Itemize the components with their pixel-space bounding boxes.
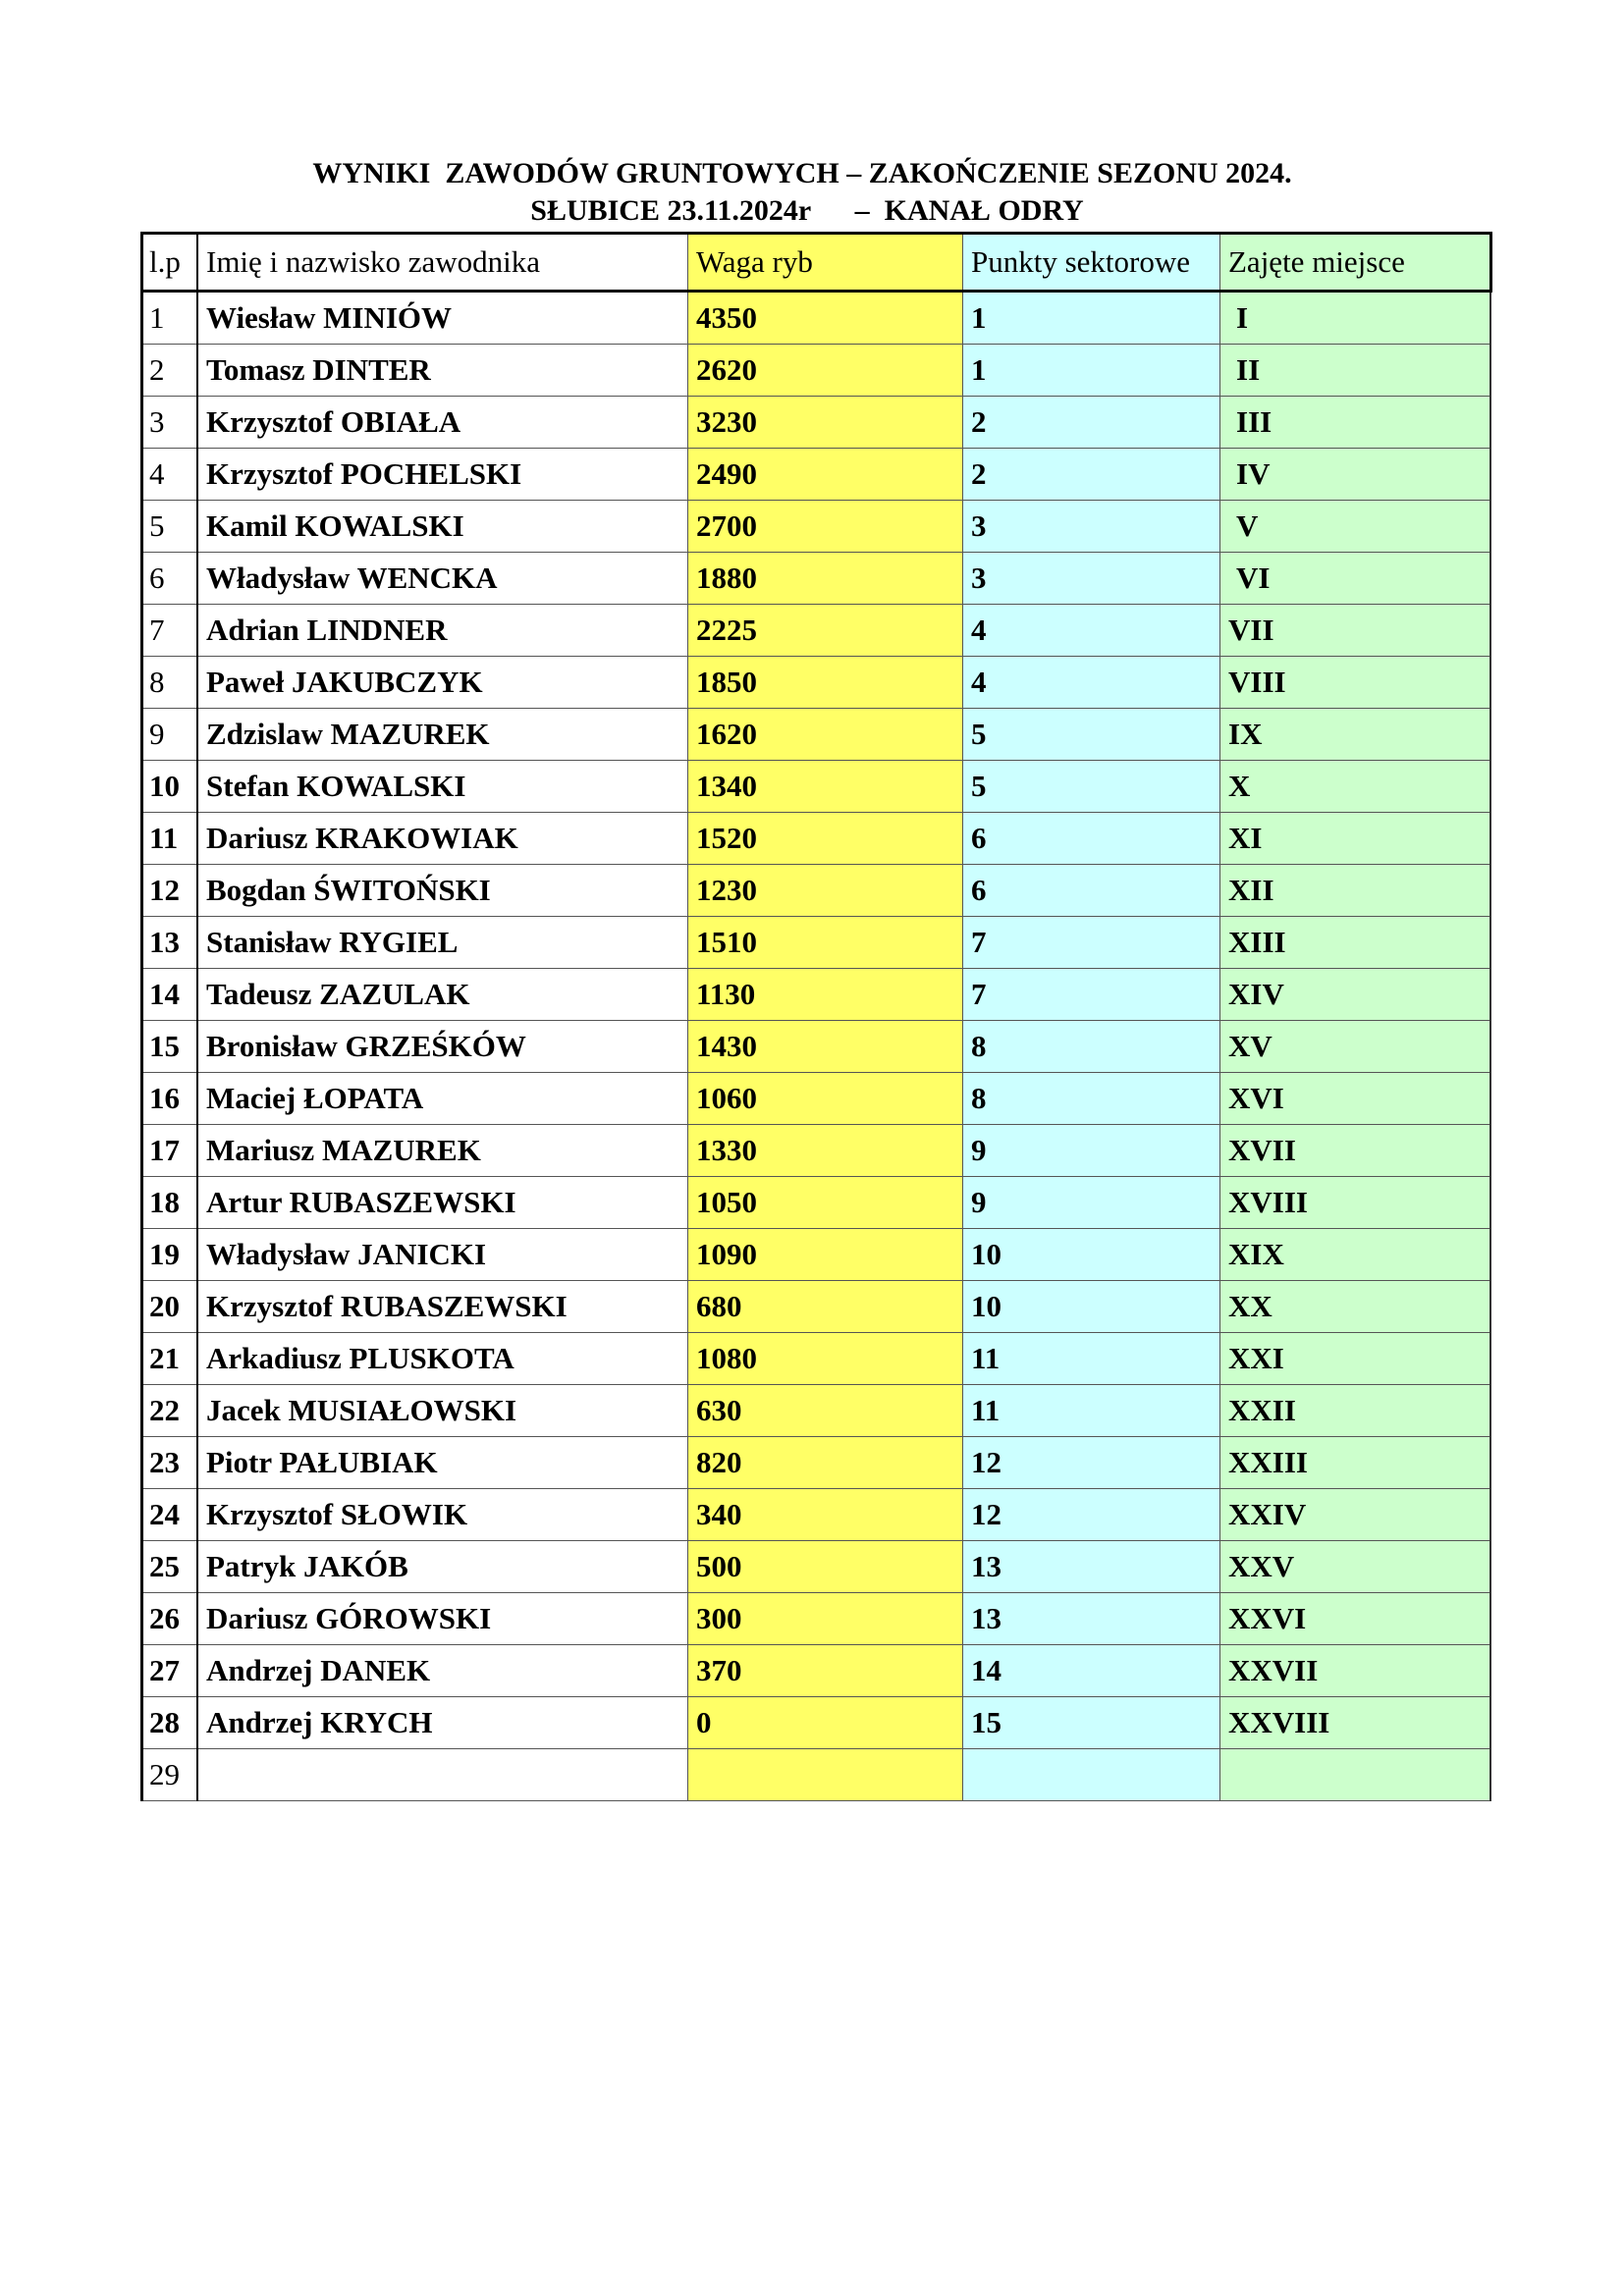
table-row: [142, 1229, 1491, 1281]
row-name: Maciej ŁOPATA: [197, 1073, 688, 1125]
row-name: Bronisław GRZEŚKÓW: [197, 1021, 688, 1073]
row-lp: 5: [142, 501, 198, 553]
row-weight: 1050: [688, 1177, 963, 1229]
table-row: [142, 865, 1491, 917]
row-name: Dariusz GÓROWSKI: [197, 1593, 688, 1645]
row-place: XXIII: [1220, 1437, 1491, 1489]
row-place: XXI: [1220, 1333, 1491, 1385]
row-place: XI: [1220, 813, 1491, 865]
document-subtitle: SŁUBICE 23.11.2024r – KANAŁ ODRY: [530, 194, 1084, 227]
row-points: 8: [963, 1073, 1220, 1125]
row-name: Paweł JAKUBCZYK: [197, 657, 688, 709]
row-place: XIII: [1220, 917, 1491, 969]
table-row: [142, 1645, 1491, 1697]
row-points: 10: [963, 1229, 1220, 1281]
row-weight: 1340: [688, 761, 963, 813]
row-place: IX: [1220, 709, 1491, 761]
row-weight: 2700: [688, 501, 963, 553]
row-weight: 1520: [688, 813, 963, 865]
table-row: [142, 1749, 1491, 1801]
row-place: I: [1220, 292, 1491, 345]
row-weight: 1130: [688, 969, 963, 1021]
row-points: 11: [963, 1333, 1220, 1385]
table-row: [142, 1385, 1491, 1437]
row-lp: 23: [142, 1437, 198, 1489]
table-row: [142, 813, 1491, 865]
table-row: [142, 345, 1491, 397]
row-lp: 20: [142, 1281, 198, 1333]
row-name: Tadeusz ZAZULAK: [197, 969, 688, 1021]
row-place: XVIII: [1220, 1177, 1491, 1229]
row-name: Władysław JANICKI: [197, 1229, 688, 1281]
row-weight: 1330: [688, 1125, 963, 1177]
row-points: [963, 1749, 1220, 1801]
row-weight: 680: [688, 1281, 963, 1333]
row-weight: 1080: [688, 1333, 963, 1385]
row-weight: 1880: [688, 553, 963, 605]
row-lp: 9: [142, 709, 198, 761]
row-place: IV: [1220, 449, 1491, 501]
table-header-row: [142, 234, 1491, 292]
row-points: 2: [963, 397, 1220, 449]
row-name: Stanisław RYGIEL: [197, 917, 688, 969]
table-row: [142, 1125, 1491, 1177]
row-weight: 2490: [688, 449, 963, 501]
table-row: [142, 1281, 1491, 1333]
row-weight: 1230: [688, 865, 963, 917]
row-place: II: [1220, 345, 1491, 397]
table-row: [142, 761, 1491, 813]
row-points: 9: [963, 1177, 1220, 1229]
header-points: Punkty sektorowe: [963, 234, 1220, 292]
table-row: [142, 969, 1491, 1021]
row-weight: 500: [688, 1541, 963, 1593]
row-points: 7: [963, 969, 1220, 1021]
row-weight: 300: [688, 1593, 963, 1645]
row-name: Krzysztof SŁOWIK: [197, 1489, 688, 1541]
row-lp: 16: [142, 1073, 198, 1125]
row-name: Bogdan ŚWITOŃSKI: [197, 865, 688, 917]
row-weight: 820: [688, 1437, 963, 1489]
row-name: Piotr PAŁUBIAK: [197, 1437, 688, 1489]
row-lp: 2: [142, 345, 198, 397]
header-weight: Waga ryb: [688, 234, 963, 292]
row-place: III: [1220, 397, 1491, 449]
row-points: 5: [963, 761, 1220, 813]
row-name: Krzysztof OBIAŁA: [197, 397, 688, 449]
row-weight: 0: [688, 1697, 963, 1749]
row-points: 7: [963, 917, 1220, 969]
row-place: XIX: [1220, 1229, 1491, 1281]
row-points: 11: [963, 1385, 1220, 1437]
row-place: XXIV: [1220, 1489, 1491, 1541]
row-points: 3: [963, 553, 1220, 605]
row-place: VIII: [1220, 657, 1491, 709]
row-name: Artur RUBASZEWSKI: [197, 1177, 688, 1229]
table-row: [142, 292, 1491, 345]
table-row: [142, 1333, 1491, 1385]
row-name: Kamil KOWALSKI: [197, 501, 688, 553]
row-lp: 21: [142, 1333, 198, 1385]
row-name: Władysław WENCKA: [197, 553, 688, 605]
header-lp: l.p: [142, 234, 198, 292]
row-points: 12: [963, 1489, 1220, 1541]
row-lp: 15: [142, 1021, 198, 1073]
row-weight: 630: [688, 1385, 963, 1437]
row-points: 10: [963, 1281, 1220, 1333]
row-points: 2: [963, 449, 1220, 501]
row-name: [197, 1749, 688, 1801]
table-row: [142, 1177, 1491, 1229]
row-weight: 1090: [688, 1229, 963, 1281]
table-row: [142, 1489, 1491, 1541]
row-points: 4: [963, 605, 1220, 657]
row-points: 15: [963, 1697, 1220, 1749]
row-place: XXVII: [1220, 1645, 1491, 1697]
row-weight: 3230: [688, 397, 963, 449]
table-row: [142, 553, 1491, 605]
row-weight: 370: [688, 1645, 963, 1697]
table-row: [142, 657, 1491, 709]
row-lp: 18: [142, 1177, 198, 1229]
table-row: [142, 605, 1491, 657]
row-points: 14: [963, 1645, 1220, 1697]
row-lp: 27: [142, 1645, 198, 1697]
row-points: 9: [963, 1125, 1220, 1177]
row-lp: 17: [142, 1125, 198, 1177]
row-points: 13: [963, 1593, 1220, 1645]
row-weight: 4350: [688, 292, 963, 345]
row-place: XVI: [1220, 1073, 1491, 1125]
row-name: Mariusz MAZUREK: [197, 1125, 688, 1177]
table-row: [142, 1541, 1491, 1593]
row-place: VII: [1220, 605, 1491, 657]
row-weight: 1850: [688, 657, 963, 709]
row-name: Andrzej DANEK: [197, 1645, 688, 1697]
row-points: 3: [963, 501, 1220, 553]
table-row: [142, 449, 1491, 501]
row-points: 4: [963, 657, 1220, 709]
row-lp: 26: [142, 1593, 198, 1645]
row-name: Adrian LINDNER: [197, 605, 688, 657]
row-points: 6: [963, 865, 1220, 917]
table-row: [142, 397, 1491, 449]
row-name: Wiesław MINIÓW: [197, 292, 688, 345]
row-lp: 29: [142, 1749, 198, 1801]
row-weight: 1510: [688, 917, 963, 969]
row-lp: 1: [142, 292, 198, 345]
header-name: Imię i nazwisko zawodnika: [197, 234, 688, 292]
row-name: Jacek MUSIAŁOWSKI: [197, 1385, 688, 1437]
row-lp: 8: [142, 657, 198, 709]
row-weight: [688, 1749, 963, 1801]
table-row: [142, 1021, 1491, 1073]
row-weight: 2225: [688, 605, 963, 657]
row-lp: 4: [142, 449, 198, 501]
header-place: Zajęte miejsce: [1220, 234, 1491, 292]
row-place: XXII: [1220, 1385, 1491, 1437]
row-weight: 2620: [688, 345, 963, 397]
row-place: V: [1220, 501, 1491, 553]
row-place: XXV: [1220, 1541, 1491, 1593]
row-name: Patryk JAKÓB: [197, 1541, 688, 1593]
row-name: Andrzej KRYCH: [197, 1697, 688, 1749]
row-lp: 25: [142, 1541, 198, 1593]
row-place: XX: [1220, 1281, 1491, 1333]
row-lp: 24: [142, 1489, 198, 1541]
row-place: XV: [1220, 1021, 1491, 1073]
table-row: [142, 917, 1491, 969]
table-row: [142, 1073, 1491, 1125]
row-points: 12: [963, 1437, 1220, 1489]
row-place: XIV: [1220, 969, 1491, 1021]
row-points: 1: [963, 345, 1220, 397]
row-place: XXVIII: [1220, 1697, 1491, 1749]
row-lp: 19: [142, 1229, 198, 1281]
row-name: Tomasz DINTER: [197, 345, 688, 397]
row-lp: 28: [142, 1697, 198, 1749]
table-row: [142, 709, 1491, 761]
row-place: [1220, 1749, 1491, 1801]
table-row: [142, 501, 1491, 553]
table-row: [142, 1697, 1491, 1749]
row-points: 1: [963, 292, 1220, 345]
row-name: Krzysztof RUBASZEWSKI: [197, 1281, 688, 1333]
row-place: XVII: [1220, 1125, 1491, 1177]
row-points: 13: [963, 1541, 1220, 1593]
row-weight: 340: [688, 1489, 963, 1541]
row-lp: 13: [142, 917, 198, 969]
row-place: X: [1220, 761, 1491, 813]
row-lp: 22: [142, 1385, 198, 1437]
row-lp: 11: [142, 813, 198, 865]
row-points: 6: [963, 813, 1220, 865]
row-lp: 10: [142, 761, 198, 813]
row-place: XXVI: [1220, 1593, 1491, 1645]
row-name: Krzysztof POCHELSKI: [197, 449, 688, 501]
row-weight: 1620: [688, 709, 963, 761]
row-weight: 1430: [688, 1021, 963, 1073]
row-place: XII: [1220, 865, 1491, 917]
row-lp: 6: [142, 553, 198, 605]
row-name: Dariusz KRAKOWIAK: [197, 813, 688, 865]
row-name: Stefan KOWALSKI: [197, 761, 688, 813]
table-row: [142, 1437, 1491, 1489]
row-weight: 1060: [688, 1073, 963, 1125]
row-lp: 12: [142, 865, 198, 917]
row-lp: 3: [142, 397, 198, 449]
row-lp: 7: [142, 605, 198, 657]
row-points: 8: [963, 1021, 1220, 1073]
document-title: WYNIKI ZAWODÓW GRUNTOWYCH – ZAKOŃCZENIE SEZONU 2024.: [312, 157, 1292, 189]
row-name: Zdzislaw MAZUREK: [197, 709, 688, 761]
table-row: [142, 1593, 1491, 1645]
row-place: VI: [1220, 553, 1491, 605]
row-lp: 14: [142, 969, 198, 1021]
results-table: [140, 232, 1492, 1801]
row-points: 5: [963, 709, 1220, 761]
row-name: Arkadiusz PLUSKOTA: [197, 1333, 688, 1385]
